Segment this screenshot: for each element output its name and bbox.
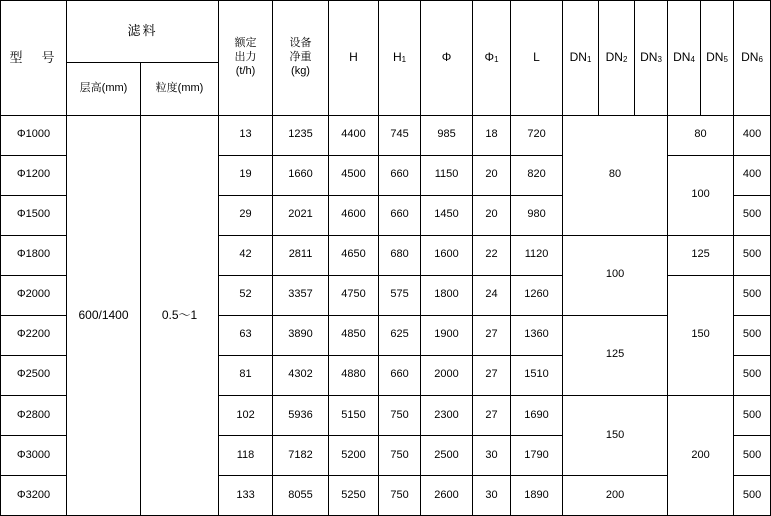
cell-dn123-group1: 80 <box>563 115 668 235</box>
cell-phi1: 27 <box>473 395 511 435</box>
cell-flow: 133 <box>219 475 273 515</box>
cell-l: 1890 <box>511 475 563 515</box>
cell-weight: 7182 <box>273 435 329 475</box>
cell-h: 5150 <box>329 395 379 435</box>
cell-phi1: 30 <box>473 435 511 475</box>
cell-phi1: 27 <box>473 355 511 395</box>
header-dn3: DN3 <box>635 1 668 116</box>
cell-dn6: 500 <box>734 315 771 355</box>
cell-flow: 52 <box>219 275 273 315</box>
header-rated-flow-line1: 额定 <box>234 37 257 50</box>
cell-h1: 745 <box>379 115 421 155</box>
cell-model: Φ1000 <box>1 115 67 155</box>
cell-h1: 625 <box>379 315 421 355</box>
cell-h: 4750 <box>329 275 379 315</box>
cell-h: 4650 <box>329 235 379 275</box>
header-phi: Φ <box>421 1 473 116</box>
cell-phi: 985 <box>421 115 473 155</box>
cell-l: 1360 <box>511 315 563 355</box>
header-dn2: DN2 <box>599 1 635 116</box>
cell-l: 720 <box>511 115 563 155</box>
cell-h1: 660 <box>379 355 421 395</box>
cell-flow: 19 <box>219 155 273 195</box>
cell-h1: 750 <box>379 435 421 475</box>
cell-weight: 2811 <box>273 235 329 275</box>
cell-l: 1120 <box>511 235 563 275</box>
cell-phi: 2000 <box>421 355 473 395</box>
header-dn1: DN1 <box>563 1 599 116</box>
cell-weight: 4302 <box>273 355 329 395</box>
cell-h1: 750 <box>379 395 421 435</box>
cell-flow: 29 <box>219 195 273 235</box>
cell-dn6: 500 <box>734 435 771 475</box>
cell-model: Φ1200 <box>1 155 67 195</box>
header-media-grain: 粒度(mm) <box>141 62 219 115</box>
cell-h: 5200 <box>329 435 379 475</box>
cell-dn6: 400 <box>734 115 771 155</box>
cell-media-grain-size: 0.5～1 <box>141 115 219 515</box>
cell-dn6: 500 <box>734 275 771 315</box>
cell-h1: 660 <box>379 195 421 235</box>
cell-l: 820 <box>511 155 563 195</box>
cell-phi1: 22 <box>473 235 511 275</box>
cell-h: 5250 <box>329 475 379 515</box>
cell-dn123-group3: 125 <box>563 315 668 395</box>
header-phi1: Φ1 <box>473 1 511 116</box>
header-dn4: DN4 <box>668 1 701 116</box>
cell-dn6: 400 <box>734 155 771 195</box>
cell-phi1: 27 <box>473 315 511 355</box>
cell-dn123-group5: 200 <box>563 475 668 515</box>
cell-phi: 2300 <box>421 395 473 435</box>
cell-model: Φ3200 <box>1 475 67 515</box>
header-l: L <box>511 1 563 116</box>
cell-h1: 660 <box>379 155 421 195</box>
cell-h: 4850 <box>329 315 379 355</box>
cell-flow: 102 <box>219 395 273 435</box>
cell-weight: 8055 <box>273 475 329 515</box>
header-rated-flow <box>219 1 273 116</box>
cell-phi1: 20 <box>473 155 511 195</box>
header-weight-line1: 设备 <box>289 37 312 50</box>
cell-l: 1260 <box>511 275 563 315</box>
cell-dn6: 500 <box>734 395 771 435</box>
cell-phi: 2500 <box>421 435 473 475</box>
cell-flow: 118 <box>219 435 273 475</box>
cell-model: Φ2200 <box>1 315 67 355</box>
cell-phi: 2600 <box>421 475 473 515</box>
cell-flow: 13 <box>219 115 273 155</box>
cell-model: Φ2000 <box>1 275 67 315</box>
header-dn6: DN6 <box>734 1 771 116</box>
header-weight-line2: 净重 <box>289 50 312 63</box>
cell-phi1: 30 <box>473 475 511 515</box>
cell-phi: 1450 <box>421 195 473 235</box>
cell-h: 4880 <box>329 355 379 395</box>
cell-h: 4500 <box>329 155 379 195</box>
table-row <box>1 115 771 155</box>
cell-flow: 42 <box>219 235 273 275</box>
cell-weight: 1660 <box>273 155 329 195</box>
cell-weight: 3357 <box>273 275 329 315</box>
cell-h1: 680 <box>379 235 421 275</box>
cell-model: Φ1800 <box>1 235 67 275</box>
header-rated-flow-line2: 出力 <box>234 50 257 63</box>
cell-phi: 1150 <box>421 155 473 195</box>
cell-flow: 81 <box>219 355 273 395</box>
cell-dn6: 500 <box>734 355 771 395</box>
cell-dn45-group1: 80 <box>668 115 734 155</box>
cell-dn45-group5: 200 <box>668 395 734 515</box>
header-h1: H1 <box>379 1 421 116</box>
cell-weight: 5936 <box>273 395 329 435</box>
cell-dn123-group2: 100 <box>563 235 668 315</box>
header-media: 滤料 <box>67 1 219 63</box>
header-weight-unit: (kg) <box>291 64 310 77</box>
cell-dn6: 500 <box>734 195 771 235</box>
header-weight <box>273 1 329 116</box>
cell-model: Φ3000 <box>1 435 67 475</box>
cell-h1: 750 <box>379 475 421 515</box>
cell-l: 1690 <box>511 395 563 435</box>
cell-model: Φ2500 <box>1 355 67 395</box>
cell-dn6: 500 <box>734 235 771 275</box>
header-media-layer: 层高(mm) <box>67 62 141 115</box>
header-model: 型 号 <box>1 1 67 116</box>
cell-phi: 1900 <box>421 315 473 355</box>
cell-l: 980 <box>511 195 563 235</box>
cell-dn45-group4: 150 <box>668 275 734 395</box>
cell-weight: 1235 <box>273 115 329 155</box>
cell-weight: 3890 <box>273 315 329 355</box>
cell-phi1: 20 <box>473 195 511 235</box>
cell-h: 4600 <box>329 195 379 235</box>
cell-phi: 1600 <box>421 235 473 275</box>
cell-l: 1790 <box>511 435 563 475</box>
cell-phi1: 24 <box>473 275 511 315</box>
cell-model: Φ1500 <box>1 195 67 235</box>
cell-dn45-group3: 125 <box>668 235 734 275</box>
cell-phi: 1800 <box>421 275 473 315</box>
header-dn5: DN5 <box>701 1 734 116</box>
table-header-row-1 <box>1 1 771 63</box>
header-h: H <box>329 1 379 116</box>
cell-dn45-group2: 100 <box>668 155 734 235</box>
cell-l: 1510 <box>511 355 563 395</box>
cell-flow: 63 <box>219 315 273 355</box>
cell-dn123-group4: 150 <box>563 395 668 475</box>
cell-h: 4400 <box>329 115 379 155</box>
cell-h1: 575 <box>379 275 421 315</box>
cell-media-layer-height: 600/1400 <box>67 115 141 515</box>
header-rated-flow-unit: (t/h) <box>235 64 256 77</box>
cell-phi1: 18 <box>473 115 511 155</box>
cell-weight: 2021 <box>273 195 329 235</box>
cell-model: Φ2800 <box>1 395 67 435</box>
cell-dn6: 500 <box>734 475 771 515</box>
